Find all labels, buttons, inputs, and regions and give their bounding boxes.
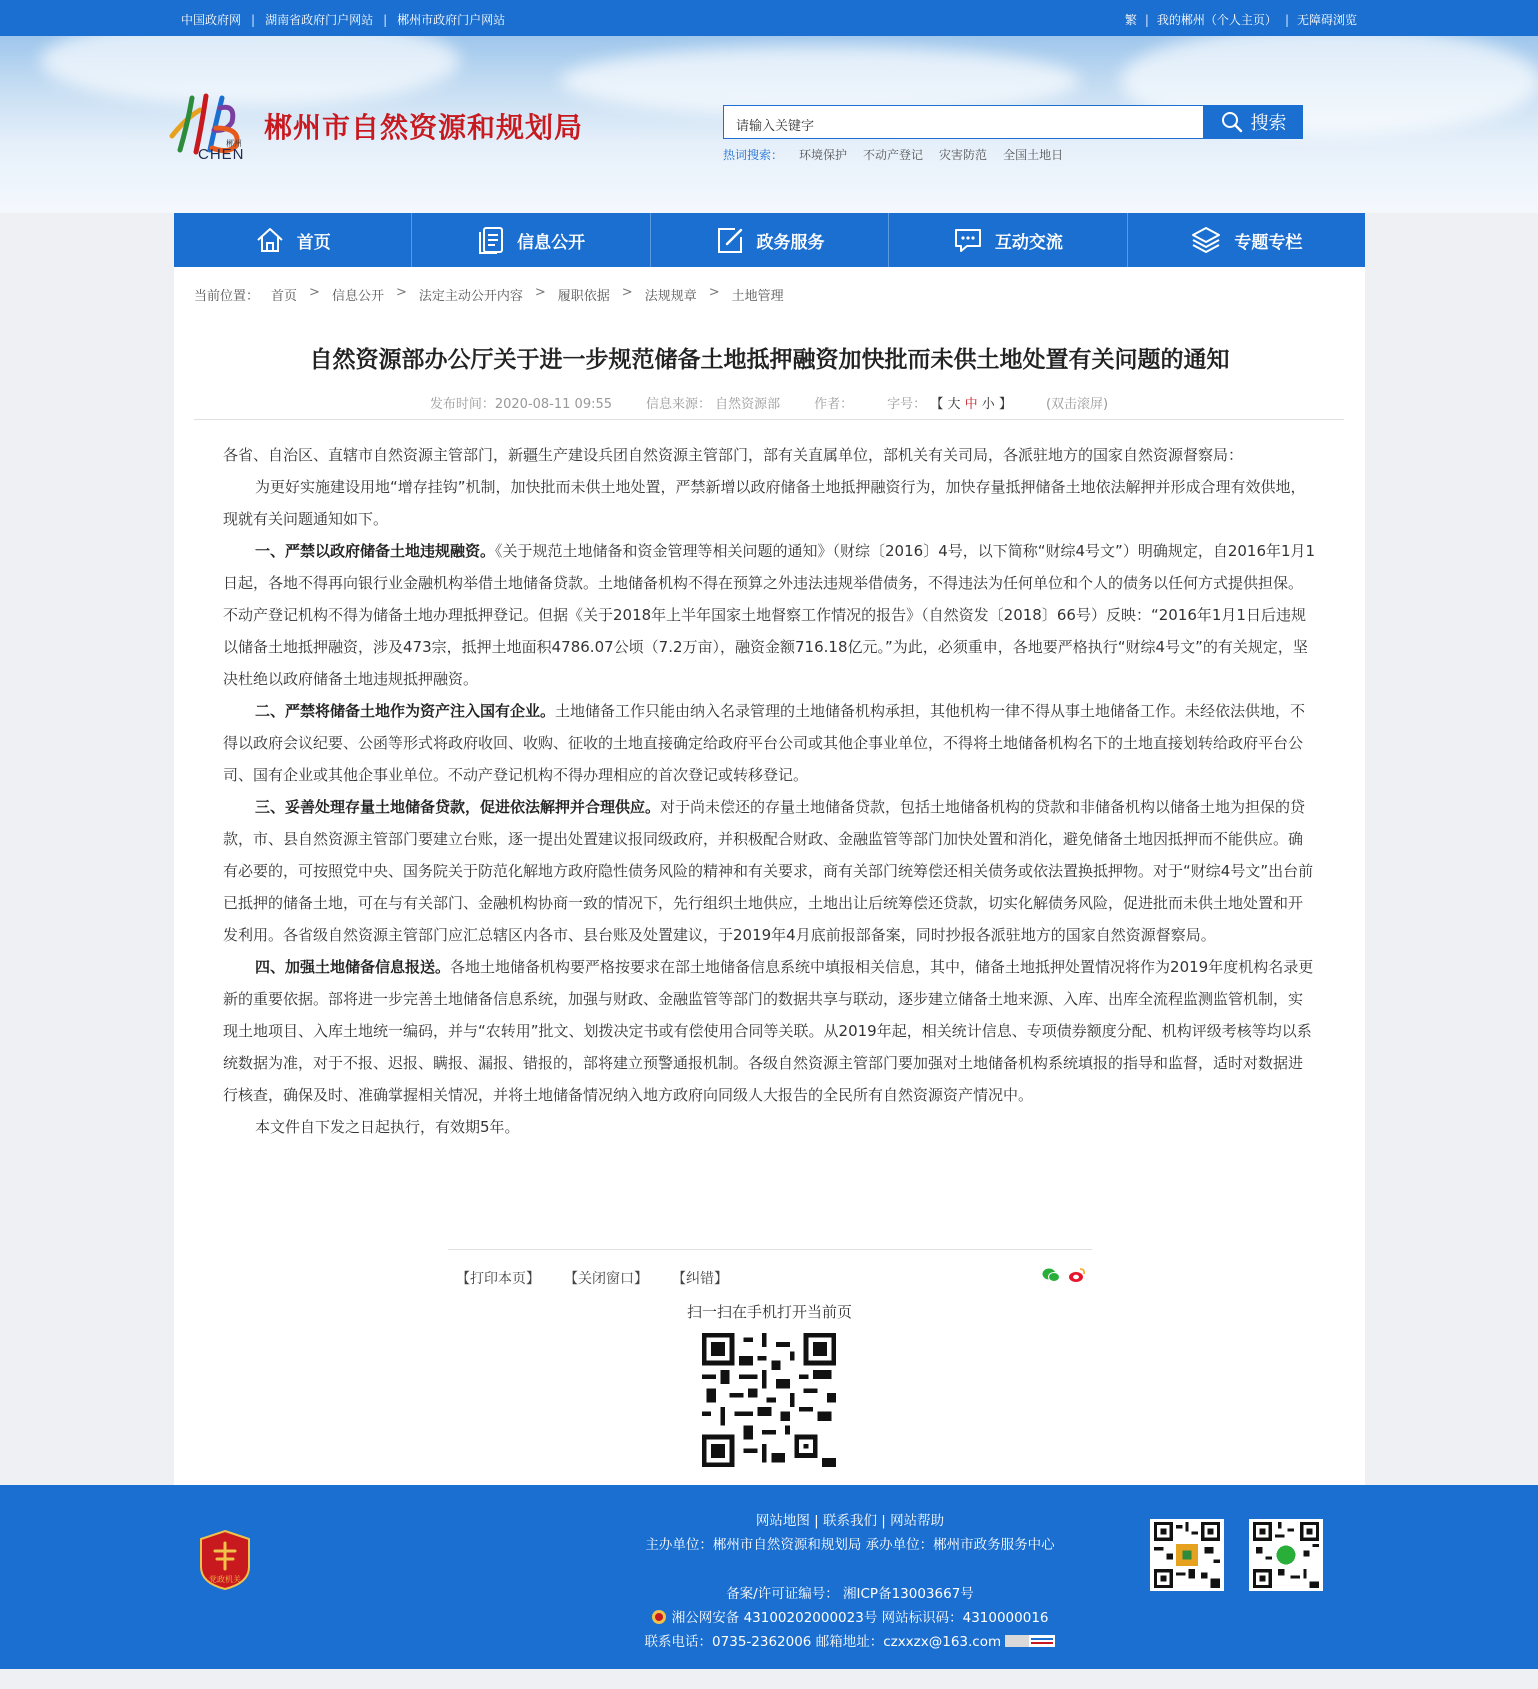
search-button[interactable] xyxy=(1204,105,1303,139)
font-size-label: 字号： xyxy=(887,397,927,412)
breadcrumb-item[interactable]: 法定主动公开内容 xyxy=(418,289,523,304)
article-paragraph xyxy=(223,791,1317,951)
chat-icon xyxy=(953,226,983,254)
share-icons xyxy=(1042,1267,1086,1283)
breadcrumb-separator: > xyxy=(621,285,633,300)
police-badge-icon xyxy=(651,1609,667,1625)
font-size-bracket: 【 xyxy=(930,397,944,412)
section-text: 《关于规范土地储备和资金管理等相关问题的通知》（财综〔2016〕4号，以下简称“财综4号文”）明确规定，自2016年1月1日起，各地不得再向银行业金融机构举借土地储备贷款。土地储备机构不得在预算之外违法违规举借债务，不得违法为任何单位和个人的债务以任何方式提供担保。不动产登记机构不得为储备土地办理抵押登记。但据《关于2018年上半年国家土地督察工作情况的报告》（自然资发〔2018〕66号）反映：“2016年1月1日后违规以储备土地抵押融资，涉及473宗，抵押土地面积4786.07公顷（7.2万亩），融资金额716.18亿元。”为此，必须重申，各地要严格执行“财综4号文”的有关规定，坚决杜绝以政府储备土地违规抵押融资。 xyxy=(223,542,1316,688)
tool-links xyxy=(456,1268,728,1288)
article-source: 信息来源： 自然资源部 xyxy=(646,397,781,412)
article-title: 自然资源部办公厅关于进一步规范储备土地抵押融资加快批而未供土地处置有关问题的通知 xyxy=(309,347,1230,373)
top-bar-left-links xyxy=(181,11,505,28)
footer-qr-code xyxy=(1150,1519,1224,1591)
logo-subtext: 郴州 xyxy=(226,139,242,148)
site-title[interactable]: 郴州市自然资源和规划局 xyxy=(264,111,584,144)
hot-word[interactable]: 环境保护 xyxy=(799,148,848,162)
footer-police-text: 湘公网安备 43100202000023号 网站标识码：4310000016 xyxy=(671,1610,1049,1626)
wechat-qr-icon xyxy=(1153,1522,1221,1588)
main-content xyxy=(174,267,1365,1485)
print-button[interactable]: 【打印本页】 xyxy=(456,1271,540,1287)
edit-icon xyxy=(715,225,745,255)
footer-icp[interactable]: 备案/许可证编号： 湘ICP备13003667号 xyxy=(726,1586,974,1602)
article-meta xyxy=(194,393,1344,420)
breadcrumb-separator: > xyxy=(534,285,546,300)
article-body xyxy=(223,439,1317,1143)
hot-search xyxy=(723,146,1063,163)
separator: | xyxy=(251,12,256,27)
article-paragraph: 本文件自下发之日起执行，有效期5年。 xyxy=(255,1118,520,1136)
search-input[interactable]: 请输入关键字 xyxy=(723,105,1204,139)
link-accessibility[interactable]: 无障碍浏览 xyxy=(1296,13,1357,27)
font-size-small[interactable]: 小 xyxy=(981,397,995,412)
font-size-medium[interactable]: 中 xyxy=(964,397,978,412)
report-error-button[interactable]: 【纠错】 xyxy=(672,1271,728,1287)
font-size-control xyxy=(887,393,1012,419)
breadcrumb-separator: > xyxy=(395,285,407,300)
publish-time: 发布时间：2020-08-11 09:55 xyxy=(429,397,613,412)
nav-item-label: 专题专栏 xyxy=(1234,232,1303,253)
section-heading: 四、加强土地储备信息报送。 xyxy=(255,958,451,976)
footer-sponsor: 主办单位：郴州市自然资源和规划局 承办单位：郴州市政务服务中心 xyxy=(645,1537,1055,1553)
link-traditional[interactable]: 繁 xyxy=(1124,13,1137,27)
footer-contact xyxy=(630,1630,1070,1650)
breadcrumb-separator: > xyxy=(708,285,720,300)
page-qr-code-icon xyxy=(702,1333,836,1467)
close-window-button[interactable]: 【关闭窗口】 xyxy=(564,1271,648,1287)
nav-item-label: 信息公开 xyxy=(517,232,586,253)
font-size-bracket: 】 xyxy=(998,397,1012,412)
article-author: 作者： xyxy=(814,397,854,412)
separator: | xyxy=(383,12,388,27)
scan-prompt: 扫一扫在手机打开当前页 xyxy=(686,1303,852,1321)
link-my-chenzhou[interactable]: 我的郴州（个人主页） xyxy=(1156,13,1277,27)
section-text: 各地土地储备机构要严格按要求在部土地储备信息系统中填报相关信息，其中，储备土地抵押处置情况将作为2019年度机构名录更新的重要依据。部将进一步完善土地储备信息系统，加强与财政、金融监管等部门的数据共享与联动，逐步建立储备土地来源、入库、出库全流程监测监管机制，实现土地项目、入库土地统一编码，并与“农转用”批文、划拨决定书或有偿使用合同等关联。从2019年起，相关统计信息、专项债券额度分配、机构评级考核等均以系统数据为准，对于不报、迟报、瞒报、漏报、错报的，部将建立预警通报机制。各级自然资源主管部门要加强对土地储备机构系统填报的指导和监督，适时对数据进行核查，确保及时、准确掌握相关情况，并将土地储备情况纳入地方政府向同级人大报告的全民所有自然资源资产情况中。 xyxy=(223,958,1314,1104)
footer-contact-text: 联系电话：0735-2362006 邮箱地址：czxxzx@163.com xyxy=(644,1634,1002,1650)
nav-item-label: 政务服务 xyxy=(756,232,825,253)
badge-text: 党政机关 xyxy=(209,1575,241,1584)
section-heading: 二、严禁将储备土地作为资产注入国有企业。 xyxy=(255,702,556,720)
hot-search-label: 热词搜索： xyxy=(723,148,784,162)
breadcrumb-item[interactable]: 履职依据 xyxy=(557,289,610,304)
breadcrumb-item[interactable]: 法规规章 xyxy=(644,289,697,304)
breadcrumb xyxy=(194,285,784,304)
nav-item-topics[interactable] xyxy=(1128,213,1365,267)
logo-text: CHEN xyxy=(198,146,245,163)
main-nav xyxy=(174,213,1365,267)
link-gov-cn[interactable]: 中国政府网 xyxy=(181,13,242,27)
nav-item-label: 首页 xyxy=(296,232,331,253)
font-size-large[interactable]: 大 xyxy=(947,397,961,412)
section-text: 对于尚未偿还的存量土地储备贷款，包括土地储备机构的贷款和非储备机构以储备土地为担保的贷款，市、县自然资源主管部门要建立台账，逐一提出处置建议报同级政府，并积极配合财政、金融监管等部门加快处置和消化，避免储备土地因抵押而不能供应。确有必要的，可按照党中央、国务院关于防范化解地方政府隐性债务风险的精神和有关要求，商有关部门统筹偿还相关债务或依法置换抵押物。对于“财综4号文”出台前已抵押的储备土地，可在与有关部门、金融机构协商一致的情况下，先行组织土地供应，土地出让后统筹偿还贷款，切实化解债务风险，促进批而未供土地处置和开发利用。各省级自然资源主管部门应汇总辖区内各市、县台账及处置建议，于2019年4月底前报部备案，同时抄报各派驻地方的国家自然资源督察局。 xyxy=(223,798,1314,944)
footer-links[interactable]: 网站地图 | 联系我们 | 网站帮助 xyxy=(755,1513,945,1529)
app-qr-icon xyxy=(1252,1522,1320,1588)
cloud-decoration xyxy=(40,36,460,106)
breadcrumb-separator: > xyxy=(309,285,320,300)
cnzz-badge-icon[interactable] xyxy=(1005,1635,1055,1647)
breadcrumb-label: 当前位置： xyxy=(194,289,260,304)
search-icon xyxy=(1221,111,1243,133)
search-button-label: 搜索 xyxy=(1250,113,1287,134)
weibo-icon[interactable] xyxy=(1068,1267,1086,1283)
site-footer xyxy=(0,1485,1538,1669)
article-tools xyxy=(448,1249,1092,1299)
top-bar-right-links xyxy=(1125,11,1357,28)
article-paragraph: 为更好实施建设用地“增存挂钩”机制，加快批而未供土地处置，严禁新增以政府储备土地抵押融资行为，加快存量抵押储备土地依法解押并形成合理有效供地，现就有关问题通知如下。 xyxy=(223,478,1306,528)
article-paragraph: 各省、自治区、直辖市自然资源主管部门，新疆生产建设兵团自然资源主管部门，部有关直属单位，部机关有关司局，各派驻地方的国家自然资源督察局： xyxy=(223,446,1244,464)
article-paragraph xyxy=(223,695,1317,791)
link-chenzhou-gov[interactable]: 郴州市政府门户网站 xyxy=(397,13,506,27)
nav-item-interaction[interactable] xyxy=(889,213,1127,267)
party-government-badge-icon[interactable] xyxy=(198,1529,252,1591)
breadcrumb-item[interactable]: 首页 xyxy=(271,289,298,304)
footer-qr-code xyxy=(1249,1519,1323,1591)
section-heading: 一、严禁以政府储备土地违规融资。 xyxy=(255,542,496,560)
nav-item-info-public[interactable] xyxy=(412,213,650,267)
breadcrumb-item[interactable]: 土地管理 xyxy=(731,289,784,304)
page-bottom-spacer xyxy=(0,1669,1538,1689)
nav-item-services[interactable] xyxy=(651,213,889,267)
nav-item-home[interactable] xyxy=(174,213,412,267)
separator: | xyxy=(1144,12,1149,27)
section-text: 土地储备工作只能由纳入名录管理的土地储备机构承担，其他机构一律不得从事土地储备工作。未经依法供地，不得以政府会议纪要、公函等形式将政府收回、收购、征收的土地直接确定给政府平台公司或其他企事业单位，不得将土地储备机构名下的土地直接划转给政府平台公司、国有企业或其他企事业单位。不动产登记机构不得办理相应的首次登记或转移登记。 xyxy=(223,702,1306,784)
hot-word[interactable]: 灾害防范 xyxy=(939,148,988,162)
top-bar xyxy=(0,0,1538,36)
article-paragraph xyxy=(223,535,1317,695)
hot-word[interactable]: 全国土地日 xyxy=(1003,148,1064,162)
link-hunan-gov[interactable]: 湖南省政府门户网站 xyxy=(265,13,374,27)
home-icon xyxy=(255,226,285,254)
document-icon xyxy=(477,225,505,255)
article-paragraph xyxy=(223,951,1317,1111)
breadcrumb-item[interactable]: 信息公开 xyxy=(331,289,384,304)
double-click-scroll[interactable]: (双击滚屏) xyxy=(1045,397,1109,412)
footer-police[interactable] xyxy=(630,1606,1070,1626)
section-heading: 三、妥善处理存量土地储备贷款，促进依法解押并合理供应。 xyxy=(255,798,661,816)
nav-item-label: 互动交流 xyxy=(994,232,1063,253)
layers-icon xyxy=(1190,225,1222,255)
separator: | xyxy=(1284,12,1289,27)
wechat-icon[interactable] xyxy=(1042,1267,1060,1283)
hot-word[interactable]: 不动产登记 xyxy=(863,148,924,162)
